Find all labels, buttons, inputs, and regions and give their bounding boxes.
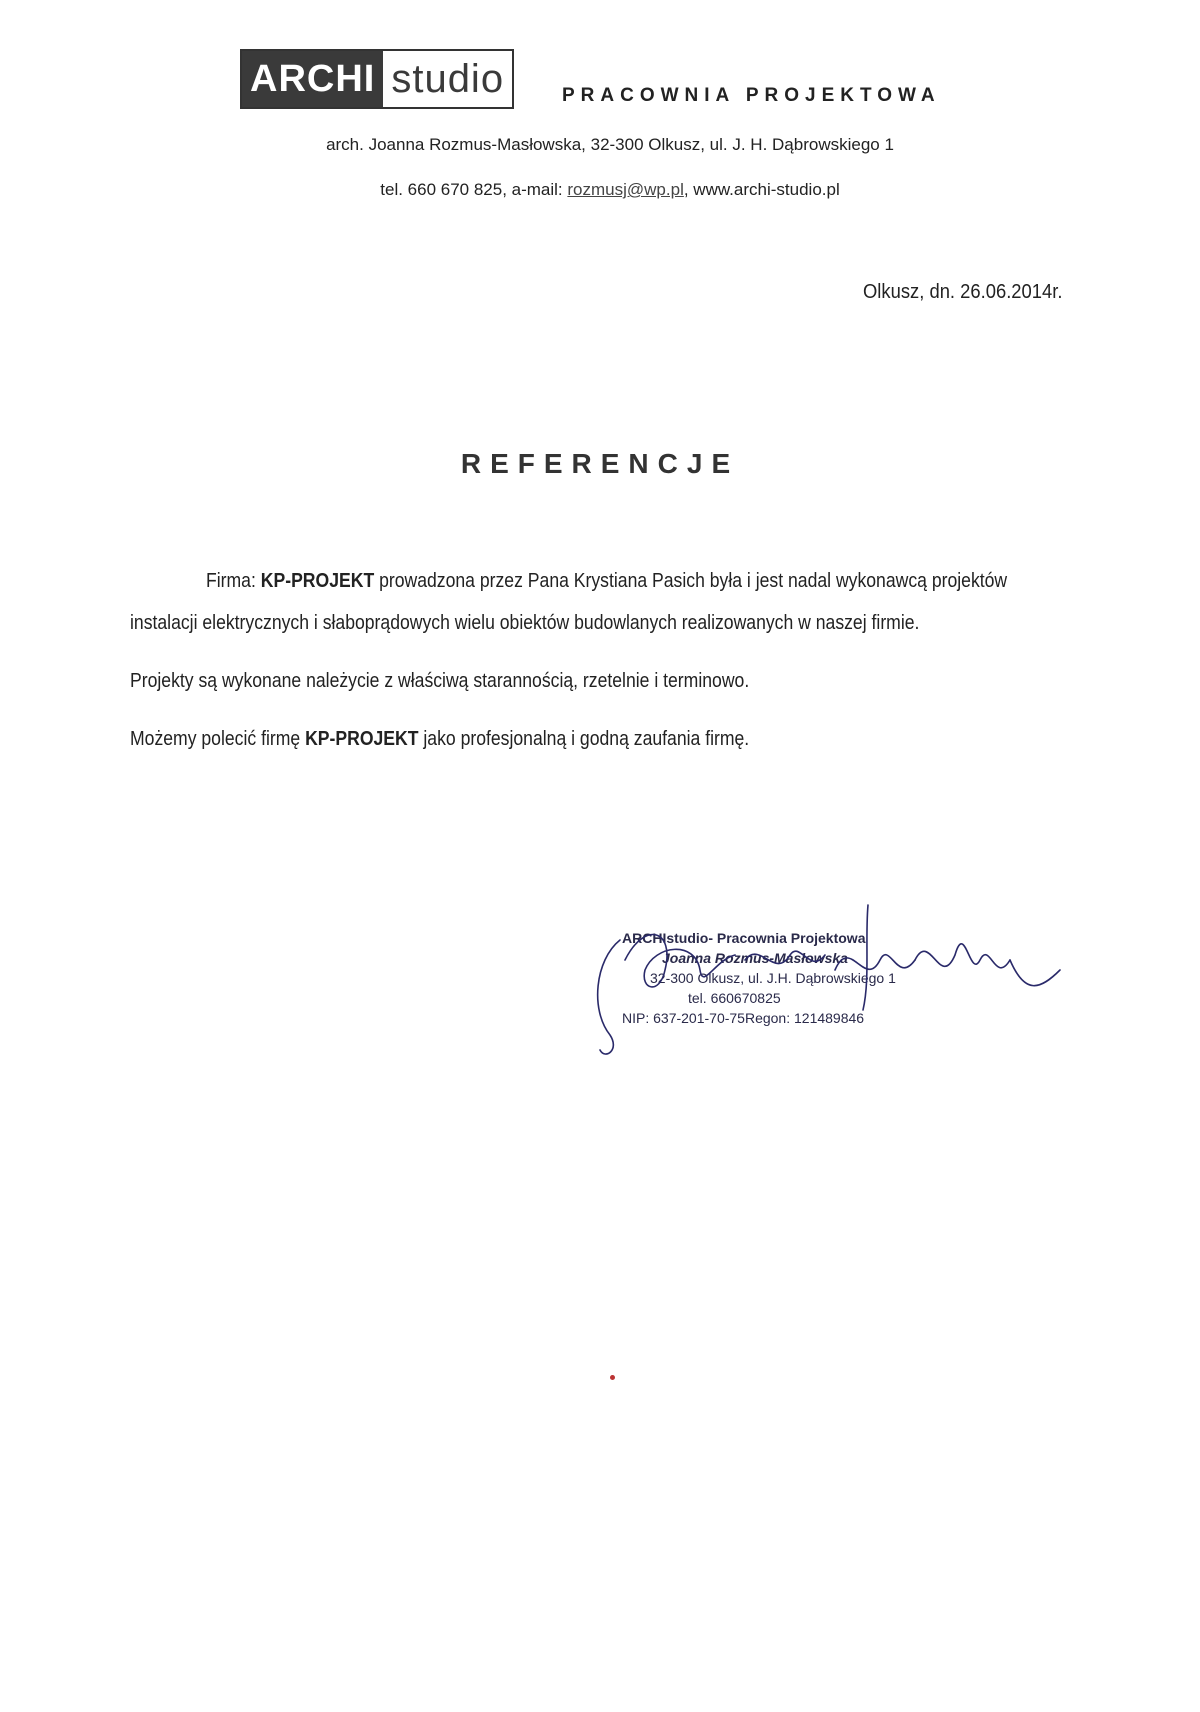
- letter-date: Olkusz, dn. 26.06.2014r.: [863, 281, 1063, 303]
- p1-rest: prowadzona przez Pana Krystiana Pasich była i jest nadal wykonawcą projektów: [374, 570, 1008, 592]
- p3-prefix: Możemy polecić firmę: [130, 728, 306, 750]
- logo-studio: studio: [383, 51, 512, 107]
- letterhead-contact: [0, 180, 1200, 200]
- archi-studio-logo: [240, 49, 514, 109]
- stamp-line-1: ARCHIstudio- Pracownia Projektowa: [622, 930, 866, 946]
- logo-archi: ARCHI: [242, 51, 383, 107]
- document-title: REFERENCJE: [460, 448, 740, 479]
- paragraph-1-line-2: instalacji elektrycznych i słaboprądowych wielu obiektów budowlanych realizowanych w naszej firmie.: [130, 612, 920, 634]
- p3-rest: jako profesjonalną i godną zaufania firmę.: [418, 728, 750, 750]
- letterhead-address: arch. Joanna Rozmus-Masłowska, 32-300 Olkusz, ul. J. H. Dąbrowskiego 1: [326, 135, 894, 154]
- stamp-line-2: Joanna Rozmus-Masłowska: [662, 950, 848, 966]
- paragraph-2: Projekty są wykonane należycie z właściwą starannością, rzetelnie i terminowo.: [130, 670, 750, 692]
- handwritten-signature: [585, 900, 1065, 1060]
- p1-prefix: Firma:: [206, 570, 261, 592]
- company-name-2: KP-PROJEKT: [305, 728, 419, 750]
- stamp-line-4: tel. 660670825: [688, 990, 781, 1006]
- stray-mark: [610, 1375, 615, 1380]
- paragraph-1-line-1: [206, 570, 1051, 593]
- paragraph-3: [130, 728, 975, 751]
- contact-website: , www.archi-studio.pl: [683, 180, 840, 199]
- company-name: KP-PROJEKT: [260, 570, 375, 592]
- letterhead-tagline: PRACOWNIA PROJEKTOWA: [562, 85, 941, 106]
- contact-email-link[interactable]: rozmusj@wp.pl: [567, 180, 684, 199]
- stamp-line-5: NIP: 637-201-70-75Regon: 121489846: [622, 1010, 865, 1026]
- stamp-line-3: 32-300 Olkusz, ul. J.H. Dąbrowskiego 1: [650, 970, 896, 986]
- contact-phone: tel. 660 670 825, a-mail:: [380, 180, 568, 199]
